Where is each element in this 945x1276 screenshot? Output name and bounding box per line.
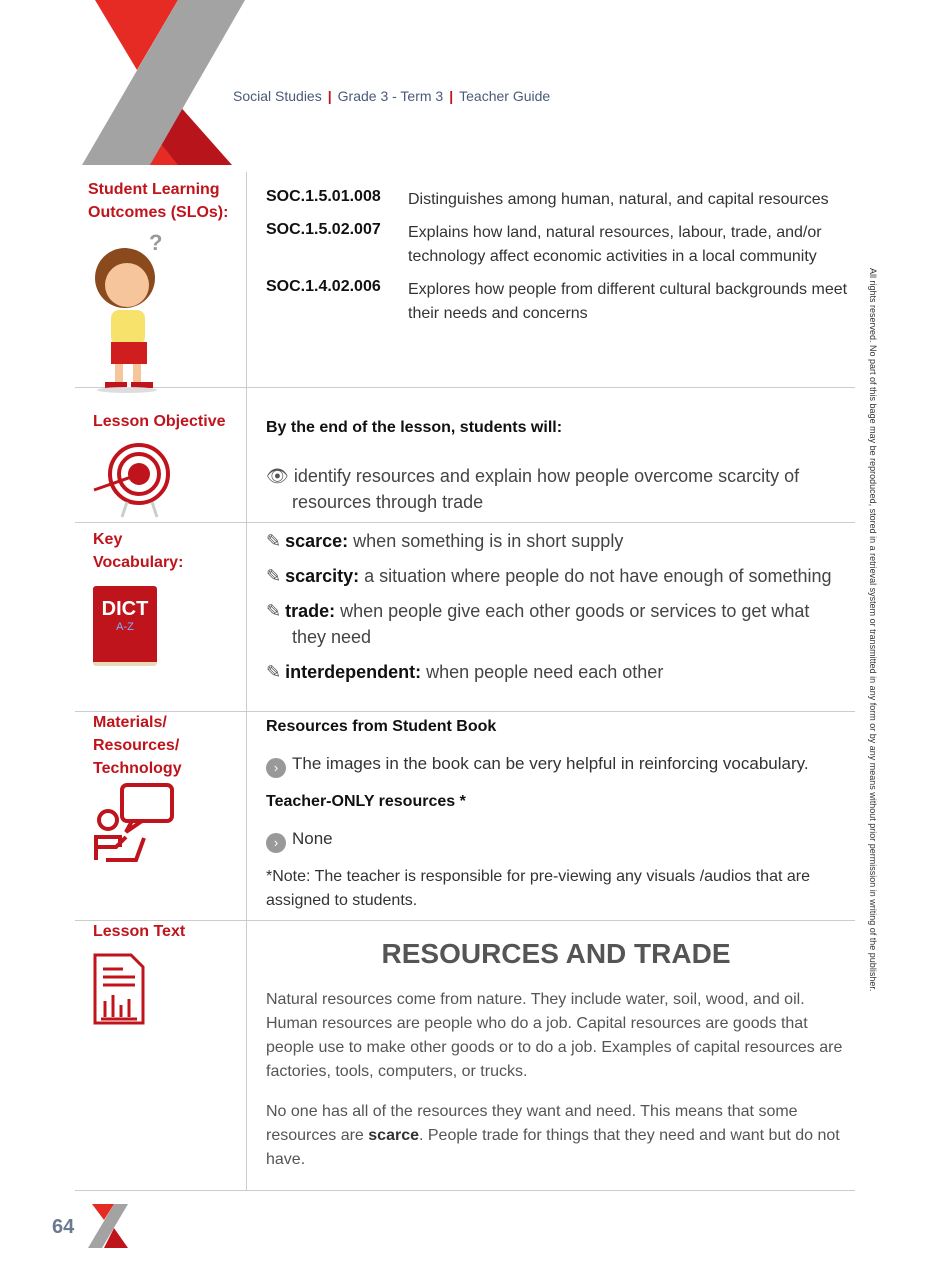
lesson-title: RESOURCES AND TRADE xyxy=(381,938,731,969)
row-divider xyxy=(75,920,855,921)
chevron-right-icon: › xyxy=(266,758,286,778)
slo-item xyxy=(266,278,851,326)
svg-text:?: ? xyxy=(149,230,163,255)
presenter-icon xyxy=(92,782,176,866)
slo-code: SOC.1.5.01.008 xyxy=(266,188,381,205)
vocab-item xyxy=(266,563,846,589)
teacher-resource-text: None xyxy=(292,829,333,848)
vocab-term: scarce: xyxy=(285,531,349,551)
vocab-item xyxy=(266,598,846,650)
vocab-term: interdependent: xyxy=(285,662,422,682)
paragraph-text: No one has all of the resources they want and need. This means that some resources are xyxy=(266,1103,798,1144)
grade: Grade 3 - Term 3 xyxy=(337,88,444,104)
vocab-item xyxy=(266,659,846,685)
vocab-def: when people give each other goods or services to get what they need xyxy=(292,601,810,647)
thinking-child-icon xyxy=(85,230,165,395)
objective-intro: By the end of the lesson, students will: xyxy=(266,419,563,436)
column-divider xyxy=(246,172,247,1190)
slo-label: Student Learning Outcomes (SLOs): xyxy=(88,181,229,221)
header-breadcrumb xyxy=(233,88,550,104)
pencil-icon: ✎ xyxy=(266,531,282,551)
copyright-watermark: All rights reserved. No part of this bage may be reproduced, stored in a retrieval system or transmitted in any form or by any means without prior permission in writing of the publisher. xyxy=(868,268,878,992)
document-chart-icon xyxy=(93,953,145,1025)
pencil-icon: ✎ xyxy=(266,601,282,621)
materials-note: *Note: The teacher is responsible for pre-viewing any visuals /audios that are assigned to students. xyxy=(266,868,810,909)
dictionary-icon-sub: A-Z xyxy=(116,621,134,633)
slo-code: SOC.1.5.02.007 xyxy=(266,221,381,238)
objective-item xyxy=(266,463,872,515)
eye-icon: 👁 xyxy=(266,466,294,486)
row-divider xyxy=(75,1190,855,1191)
vocab-term: scarcity: xyxy=(285,566,360,586)
lesson-paragraph-1: Natural resources come from nature. They include water, soil, wood, and oil. Human resources are people who do a job. Capital resources are goods that people use to make other goods or to do a job. Examples of capital resources are factories, tools, computers, or trucks. xyxy=(266,991,843,1080)
objective-label: Lesson Objective xyxy=(93,413,226,430)
page-number: 64 xyxy=(52,1216,75,1238)
footer-x-logo xyxy=(88,1204,130,1250)
chevron-right-icon: › xyxy=(266,833,286,853)
vocab-def: a situation where people do not have enough of something xyxy=(364,566,832,586)
slo-code: SOC.1.4.02.006 xyxy=(266,278,381,295)
pencil-icon: ✎ xyxy=(266,662,282,682)
materials-label: Materials/ Resources/ Technology xyxy=(93,714,182,777)
slo-item xyxy=(266,221,851,269)
dictionary-icon xyxy=(93,586,157,666)
student-resources-heading: Resources from Student Book xyxy=(266,718,497,735)
row-divider xyxy=(75,387,855,388)
student-resource-item xyxy=(266,752,809,778)
teacher-resource-item xyxy=(266,827,333,853)
vocab-def: when people need each other xyxy=(426,662,664,682)
separator: | xyxy=(449,88,454,104)
objective-text: identify resources and explain how people overcome scarcity of resources through trade xyxy=(292,466,800,512)
subject: Social Studies xyxy=(233,88,322,104)
slo-text: Distinguishes among human, natural, and capital resources xyxy=(408,191,829,208)
vocab-label: Key Vocabulary: xyxy=(93,531,184,571)
slo-text: Explores how people from different cultural backgrounds meet their needs and concerns xyxy=(408,281,848,322)
target-icon xyxy=(92,442,172,520)
student-resource-text: The images in the book can be very helpful in reinforcing vocabulary. xyxy=(292,754,809,773)
slo-text: Explains how land, natural resources, labour, trade, and/or technology affect economic activities in a local community xyxy=(408,224,822,265)
slo-list xyxy=(266,188,851,326)
dictionary-icon-text: DICT xyxy=(101,598,149,620)
vocab-term: trade: xyxy=(285,601,336,621)
slo-item xyxy=(266,188,851,212)
vocab-list xyxy=(266,528,846,685)
vocab-def: when something is in short supply xyxy=(353,531,624,551)
row-divider xyxy=(75,522,855,523)
lesson-paragraph-2 xyxy=(266,1100,841,1172)
lesson-text-label: Lesson Text xyxy=(93,923,186,940)
vocab-item xyxy=(266,528,846,554)
teacher-resources-heading: Teacher-ONLY resources * xyxy=(266,793,466,810)
pencil-icon: ✎ xyxy=(266,566,282,586)
brand-x-logo xyxy=(0,0,260,170)
paragraph-text: . People trade for things that they need and want but do not have. xyxy=(266,1127,840,1168)
guide-type: Teacher Guide xyxy=(459,88,551,104)
paragraph-bold-term: scarce xyxy=(368,1127,419,1144)
separator: | xyxy=(327,88,332,104)
